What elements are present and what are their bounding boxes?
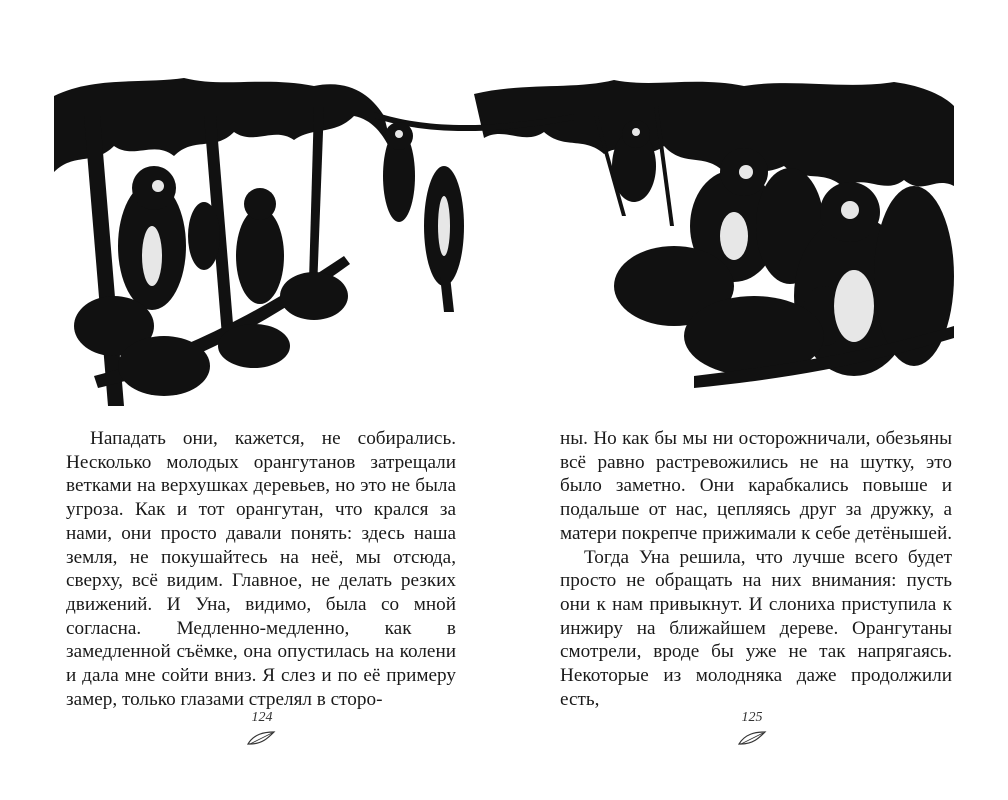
- page-number-right: 125: [741, 710, 763, 725]
- canopy-silhouette: [54, 78, 394, 172]
- right-page-text: [560, 427, 952, 711]
- paragraph: Тогда Уна решила, что лучше всего будет просто не обращать на них внимания: пусть они к нам привыкнут. И слониха приступила к инжиру на ближайшем дереве. Орангутаны смотрели, вроде бы уже не так напрягаясь. Некоторые из молодняка даже продолжили есть,: [560, 546, 952, 710]
- page-number-left: 124: [251, 710, 273, 725]
- leaf-ornament-icon: [737, 730, 767, 746]
- paragraph: ны. Но как бы мы ни осторожничали, обезьяны всё равно растревожились не на шутку, это было заметно. Они карабкались повыше и подальше от нас, цепляясь друг за дружку, а матери покрепче прижимали к себе детёнышей.: [560, 428, 953, 544]
- paragraph: Нападать они, кажется, не собирались. Несколько молодых орангутанов затрещали ветками на верхушках деревьев, но это не была угроза. Как и тот орангутан, что крался за нами, они просто давали понять: здесь наша земля, не покушайтесь на неё, мы отсюда, сверху, всё видим. Главное, не делать резких движений. И Уна, видимо, была со мной согласна. Медленно-медленно, как в замедленной съёмке, она опустилась на колени и дала мне сойти вниз. Я слез и по её примеру замер, только глазами стрелял в сторо-: [66, 428, 456, 710]
- jungle-orangutans-illustration: [54, 76, 954, 416]
- left-page-text: [66, 427, 456, 711]
- leaf-ornament-icon: [246, 730, 276, 746]
